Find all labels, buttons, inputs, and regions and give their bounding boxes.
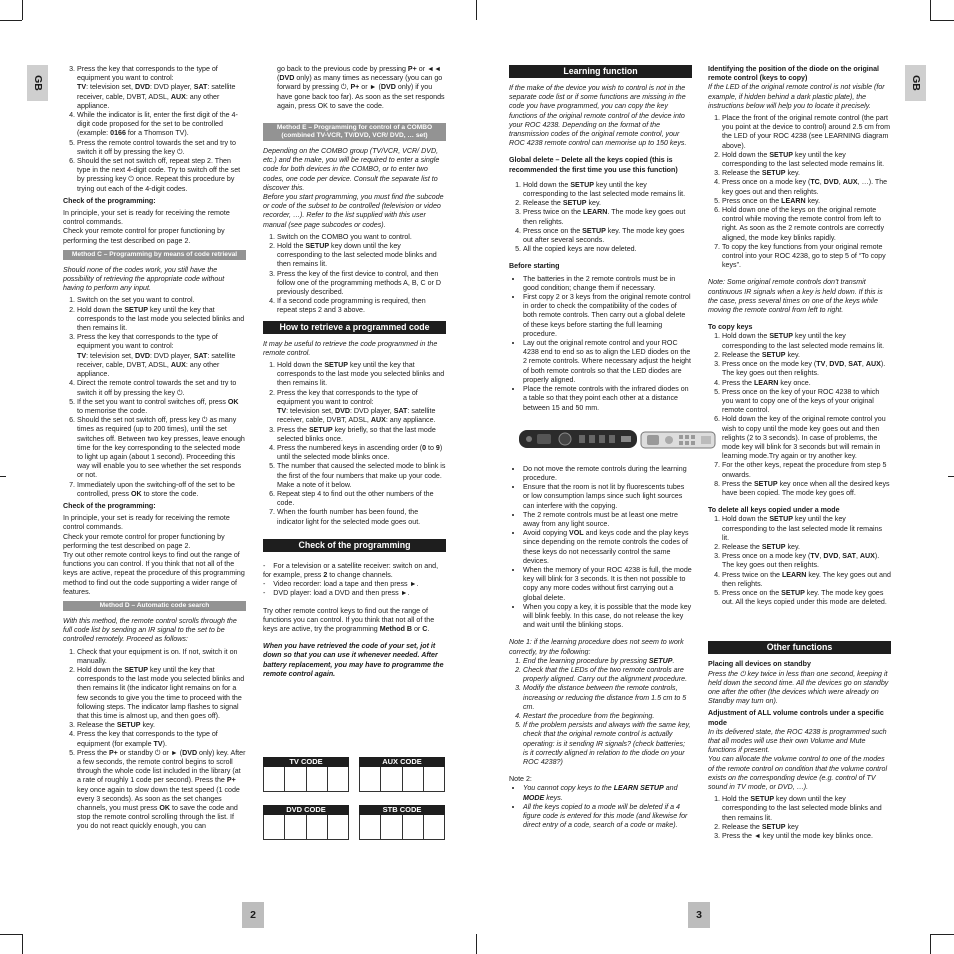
note-heading: Note 1: if the learning procedure does not seem to work correctly, try the following: xyxy=(509,638,684,656)
list-item: 3. Press the ◄ key until the mode key blinks once. xyxy=(722,832,891,841)
tv-code-box xyxy=(263,757,349,792)
note-heading: Note 2: xyxy=(509,775,532,784)
language-tab-left xyxy=(27,65,48,101)
list-item: 4. Direct the remote control towards the set and try to switch it off by pressing the key ⏻. xyxy=(77,379,246,397)
column-1 xyxy=(63,65,246,835)
list-item: - For a television or a satellite receiver: switch on and, for example, press 2 to change channels. xyxy=(263,561,439,579)
list-item: 4. Press the LEARN key once. xyxy=(722,379,891,388)
paragraph: In principle, your set is ready for receiving the remote control commands. xyxy=(63,209,230,227)
method-e-steps xyxy=(263,233,446,316)
list-item: 3. Release the SETUP key. xyxy=(77,721,246,730)
crop-mark xyxy=(930,934,931,954)
paragraph: With this method, the remote control scrolls through the full code list by sending an IR signal to the set to be controlled remotely. Proceed as follows: xyxy=(63,616,237,644)
list-item: 5. Press the remote control towards the set and try to switch it off by pressing the key ⏻. xyxy=(77,139,246,157)
section-heading: Before starting xyxy=(509,262,560,271)
list-item: 1. End the learning procedure by pressing SETUP. xyxy=(523,657,692,666)
page-number-left: 2 xyxy=(242,902,264,928)
list-item: 4. Press the key that corresponds to the type of equipment (for example TV). xyxy=(77,730,246,748)
identify-steps xyxy=(708,114,891,270)
section-heading: Placing all devices on standby xyxy=(708,660,811,669)
list-item: 5. If the set you want to control switches off, press OK to memorise the code. xyxy=(77,398,246,416)
note2-list xyxy=(509,784,692,830)
method-d-steps xyxy=(63,648,246,832)
list-item: - DVD player: load a DVD and then press ►. xyxy=(263,589,410,598)
list-item: 8. Press the SETUP key once when all the desired keys have been copied. The mode key goes off. xyxy=(722,480,891,498)
list-item: 6. Should the set not switch off, repeat step 2. Then type in the next 4-digit code. Try to switch off the set by pressing key ⏻ once. Repeat this procedure by trying out each of the 4-digit codes. xyxy=(77,157,246,194)
list-item: 1. Hold the SETUP key down until the key corresponding to the last selected mode blinks and then remains lit. xyxy=(722,795,891,823)
check-list xyxy=(263,562,446,599)
list-item: 3. Press once on the mode key (TV, DVD, SAT, AUX). The key goes out then relights. xyxy=(722,360,891,378)
list-item: • When you copy a key, it is possible that the mode key will blink feebly. In this case, do not release the key and wait until the blinking stops. xyxy=(523,603,692,631)
list-item: 3. Press the SETUP key briefly, so that the last mode selected blinks once. xyxy=(277,426,446,444)
list-item: 2. Check that the LEDs of the two remote controls are properly aligned. Carry out the alignment procedure. xyxy=(523,666,692,684)
crop-mark xyxy=(0,476,6,477)
global-delete-steps xyxy=(509,181,692,255)
list-item: 2. Hold down the SETUP key until the key corresponding to the last selected mode remains lit. xyxy=(722,151,891,169)
paragraph: Should none of the codes work, you still have the possibility of retrieving the appropriate code without having to perform any input. xyxy=(63,265,225,293)
list-item: 1. Hold down the SETUP key until the key corresponding to the last selected mode remains lit. xyxy=(722,332,891,350)
note1-steps xyxy=(509,657,692,767)
list-item: 3. Press once on a mode key (TV, DVD, SAT, AUX). The key goes out then relights. xyxy=(722,552,891,570)
list-item: 7. Immediately upon the switching-off of the set to be controlled, press OK to store the code. xyxy=(77,481,246,499)
crop-mark xyxy=(930,0,931,20)
section-heading: Identifying the position of the diode on the original remote control (keys to copy) xyxy=(708,65,880,83)
aux-code-box xyxy=(359,757,445,792)
list-item: 2. Release the SETUP key. xyxy=(722,543,891,552)
list-item: 2. Hold down the SETUP key until the key that corresponds to the last mode you selected blinks and then remains lit (the indicator light remains on for a few seconds to give you the time to proceed with the following steps. The indicator lamp flashes to signal that this time is almost up, and then goes off). xyxy=(77,666,246,721)
section-heading: Global delete – Delete all the keys copied (this is recommended the first time you use this function) xyxy=(509,156,678,174)
list-item: 2. Release the SETUP key xyxy=(722,823,891,832)
list-item: 6. Hold down the key of the original remote control you wish to copy until the mode key goes out and then relights (2 to 3 seconds). In case of problems, the mode key will blink for 3 seconds but will remain in learning mode.Try again or try another key. xyxy=(722,415,891,461)
copy-steps xyxy=(708,332,891,498)
list-item: 2. Release the SETUP key. xyxy=(722,351,891,360)
list-item: 5. Press once on the LEARN key. xyxy=(722,197,891,206)
code-cells xyxy=(263,815,349,840)
list-item: 1. Hold down the SETUP key until the key corresponding to the last selected mode lit remains lit. xyxy=(722,515,891,543)
list-item: • All the keys copied to a mode will be deleted if a 4 figure code is entered for this mode (and likewise for direct entry of a code, search of a code or make). xyxy=(523,803,692,831)
retrieve-code-heading: How to retrieve a programmed code xyxy=(263,321,446,334)
list-item: 5. Press once on the SETUP key. The mode key goes out. All the keys copied under this mode are deleted. xyxy=(722,589,891,607)
method-d-heading: Method D – Automatic code search xyxy=(63,601,246,611)
roc4238-remote xyxy=(519,430,637,448)
list-item: • When the memory of your ROC 4238 is full, the mode key will blink for 3 seconds. It is then not possible to copy any more codes without first carrying out a global delete. xyxy=(523,566,692,603)
paragraph: Depending on the COMBO group (TV/VCR, VCR/ DVD, etc.) and the make, you will be required to enter a single code for both devices in the COMBO, or to enter two codes, one code per device. Consult the separate list to discover this. xyxy=(263,147,440,192)
list-item: 2. Hold the SETUP key down until the key corresponding to the last selected mode blinks and then remains lit. xyxy=(277,242,446,270)
paragraph: In its delivered state, the ROC 4238 is programmed such that all modes will use their own Volume and Mute functions if present. xyxy=(708,727,887,755)
list-item: 3. Release the SETUP key. xyxy=(722,169,891,178)
method-c-heading: Method C – Programming by means of code retrieval xyxy=(63,250,246,260)
list-item: 1. Hold down the SETUP key until the key that corresponds to the last mode you selected blinks and then remains lit. xyxy=(277,361,446,389)
dvd-code-box xyxy=(263,805,349,840)
list-item: 7. When the fourth number has been found, the indicator light for the selected mode goes out. xyxy=(277,508,446,526)
before-list xyxy=(509,275,692,413)
list-item: • Do not move the remote controls during the learning procedure. xyxy=(523,465,692,483)
list-item: 2. Release the SETUP key. xyxy=(523,199,692,208)
list-item: 7. To copy the key functions from your original remote control into your ROC 4238, go to step 5 of “To copy keys”. xyxy=(722,243,891,271)
list-item: 4. If a second code programming is required, then repeat steps 2 and 3 above. xyxy=(277,297,446,315)
crop-mark xyxy=(476,934,477,954)
paragraph: It may be useful to retrieve the code programmed in the remote control. xyxy=(263,339,438,357)
language-label: GB xyxy=(31,75,44,91)
code-cells xyxy=(263,767,349,792)
list-item: 4. Press once on a mode key (TC, DVD, AUX, …). The key goes out and then relights. xyxy=(722,178,891,196)
crop-mark xyxy=(22,0,23,20)
list-item: 5. Press once on the key of your ROC 4238 to which you want to copy one of the keys of your original remote control. xyxy=(722,388,891,416)
list-item: 2. Hold down the SETUP key until the key that corresponds to the last mode you selected blinks and then remains lit. xyxy=(77,306,246,334)
paragraph: If the make of the device you wish to control is not in the separate code list or if some functions are missing in the code you have programmed, you can copy the key functions of the original remote control of the device into your ROC 4238. Depending on the format of the transmission codes of the original remote control, your ROC 4238 remote control can memorise up to 150 keys. xyxy=(509,84,687,148)
paragraph: go back to the previous code by pressing P+ or ◄◄ (DVD only) as many times as necessary (you can go forward by pressing ⏻, P+ or ► (DVD only) if you have gone back too far). As soon as the set responds again, press OK to save the code. xyxy=(277,65,445,110)
list-item: 1. Switch on the COMBO you want to control. xyxy=(277,233,446,242)
list-item: • Lay out the original remote control and your ROC 4238 end to end so as to align the LED diodes on the 2 remote controls. Where necessary adjust the height of both remote controls so that the LED diodes are properly aligned. xyxy=(523,339,692,385)
method-b-steps xyxy=(63,65,246,194)
paragraph: Before you start programming, you must find the subcode or code of the subset to be controlled (television or video recorder, …). Refer to the list supplied with this user manual (see page subcodes or codes). xyxy=(263,193,444,229)
paragraph: If the LED of the original remote control is not visible (for example, if hidden behind a dark plastic plate), the instructions below will help you to locate it precisely. xyxy=(708,83,885,110)
list-item: 6. Should the set not switch off, press key ⏻ as many times as required (up to 200 times), until the set switches off. Between two key presses, leave enough time for the key corresponding to the selected mode to light up again (about 1 second). Proceeding this way will enable you to see whether the set responds or not. xyxy=(77,416,246,480)
before-list-2 xyxy=(509,465,692,631)
crop-mark xyxy=(948,476,954,477)
learning-function-heading: Learning function xyxy=(509,65,692,78)
section-heading: To copy keys xyxy=(708,323,753,332)
paragraph: Note: Some original remote controls don’t transmit continuous IR signals when a key is held down. If this is the case, press several times on one of the keys while moving the remote control from left to right. xyxy=(708,278,883,315)
list-item: 5. Press the P+ or standby ⏻ or ► (DVD only) key. After a few seconds, the remote control begins to scroll through the whole code list included in the library (at a rate of roughly 1 code per second). Press the P+ key once again to slow down the test speed (1 code every 3 seconds). As soon as the set changes channels, you must press OK to save the code and stop the remote control scrolling through the list. If you do not react quickly enough, you can xyxy=(77,749,246,832)
list-item: 7. For the other keys, repeat the procedure from step 5 onwards. xyxy=(722,461,891,479)
paragraph: You can allocate the volume control to one of the modes of the remote control on condition that the volume control exists on the corresponding device (e.g. control of TV sound in TV mode, or DVD, …). xyxy=(708,755,888,792)
paragraph: Press the ⏻ key twice in less than one second, keeping it held down the second time. All the devices go on standby one after the other (the devices which were already on Standby may turn on). xyxy=(708,669,889,706)
list-item: • Avoid copying VOL and keys code and the play keys since depending on the remote controls the codes of these keys do not necessarily control the same devices. xyxy=(523,529,692,566)
list-item: 4. Press once on the SETUP key. The mode key goes out after several seconds. xyxy=(523,227,692,245)
list-item: 5. The number that caused the selected mode to blink is the first of the four numbers that make up your code. Make a note of it below. xyxy=(277,462,446,490)
volume-steps xyxy=(708,795,891,841)
column-4 xyxy=(708,65,891,844)
paragraph: When you have retrieved the code of your set, jot it down so that you can use it whenever needed. After battery replacement, you may have to programme the remote control again. xyxy=(263,642,444,678)
list-item: 1. Place the front of the original remote control (the part you point at the device to control) around 2.5 cm from the LED of your ROC 4238 (see LEARNING diagram above). xyxy=(722,114,891,151)
crop-mark xyxy=(930,934,954,935)
list-item: 3. Press the key of the first device to control, and then follow one of the programming methods A, B, C or D previously described. xyxy=(277,270,446,298)
crop-mark xyxy=(930,20,954,21)
retrieve-steps xyxy=(263,361,446,527)
list-item: - Video recorder: load a tape and then press ►. xyxy=(263,580,419,589)
section-heading: Check of the programming: xyxy=(63,196,156,205)
code-cells xyxy=(359,815,445,840)
crop-mark xyxy=(0,20,22,21)
paragraph: Try out other remote control keys to find out the range of functions you can control. If you think that not all of the keys are active, repeat the procedure of this programming method to find out the code supporting a wider range of features. xyxy=(63,550,245,596)
language-tab-right xyxy=(905,65,926,101)
paragraph: Try other remote control keys to find out the range of functions you can control. If you think that not all of the keys are active, try the programming Method B or C. xyxy=(263,606,435,633)
remote-alignment-illustration xyxy=(517,419,719,457)
list-item: • The batteries in the 2 remote controls must be in good condition; change them if necessary. xyxy=(523,275,692,293)
column-3 xyxy=(509,65,692,833)
list-item: 3. Press the key that corresponds to the type of equipment you want to control: TV: television set, DVD: DVD player, SAT: satellite receiver, cable, DVBT, ADSL, AUX: any other appliance. xyxy=(77,65,246,111)
list-item: • Ensure that the room is not lit by fluorescents tubes or low consumption lamps since such light sources can interfere with the copying. xyxy=(523,483,692,511)
crop-mark xyxy=(0,934,22,935)
section-heading: Check of the programming: xyxy=(63,501,156,510)
column-2 xyxy=(263,65,446,682)
stb-code-label: STB CODE xyxy=(359,805,445,815)
list-item: 1. Switch on the set you want to control. xyxy=(77,296,246,305)
list-item: 3. Press the key that corresponds to the type of equipment you want to control: TV: television set, DVD: DVD player, SAT: satellite receiver, cable, DVBT, ADSL, AUX: any other appliance. xyxy=(77,333,246,379)
method-e-heading: Method E – Programming for control of a COMBO (combined TV-VCR, TV/DVD, VCR/ DVD, … set) xyxy=(263,123,446,141)
list-item: 4. Press twice on the LEARN key. The key goes out and then relights. xyxy=(722,571,891,589)
other-functions-heading: Other functions xyxy=(708,641,891,654)
list-item: 3. Press twice on the LEARN. The mode key goes out then relights. xyxy=(523,208,692,226)
list-item: • First copy 2 or 3 keys from the original remote control in order to check the compatibility of the codes of both remote controls. Then carry out a global delete of these keys before starting the full learning procedure. xyxy=(523,293,692,339)
list-item: 3. Modify the distance between the remote controls, increasing or reducing the distance from 1.5 cm to 5 cm. xyxy=(523,684,692,712)
list-item: 4. Restart the procedure from the beginning. xyxy=(523,712,692,721)
delete-mode-steps xyxy=(708,515,891,607)
crop-mark xyxy=(476,0,477,20)
paragraph: In principle, your set is ready for receiving the remote control commands. xyxy=(63,514,230,532)
dvd-code-label: DVD CODE xyxy=(263,805,349,815)
language-label: GB xyxy=(909,75,922,91)
list-item: • You cannot copy keys to the LEARN SETUP and MODE keys. xyxy=(523,784,692,802)
list-item: 4. While the indicator is lit, enter the first digit of the 4-digit code proposed for the set to be controlled (example: 0166 for a Thomson TV). xyxy=(77,111,246,139)
tv-code-label: TV CODE xyxy=(263,757,349,767)
list-item: 6. Repeat step 4 to find out the other numbers of the code. xyxy=(277,490,446,508)
list-item: 1. Check that your equipment is on. If not, switch it on manually. xyxy=(77,648,246,666)
list-item: • The 2 remote controls must be at least one metre away from any light source. xyxy=(523,511,692,529)
list-item: • Place the remote controls with the infrared diodes on a table so that they point each other at a distance between 15 and 50 mm. xyxy=(523,385,692,413)
section-heading: To delete all keys copied under a mode xyxy=(708,506,840,515)
check-programming-heading: Check of the programming xyxy=(263,539,446,552)
list-item: 5. All the copied keys are now deleted. xyxy=(523,245,692,254)
list-item: 2. Press the key that corresponds to the type of equipment you want to control: TV: television set, DVD: DVD player, SAT: satellite receiver, cable, DVBT, ADSL, AUX: any appliance. xyxy=(277,389,446,426)
method-c-steps xyxy=(63,296,246,498)
paragraph: Check your remote control for proper functioning by performing the test described on page 2. xyxy=(63,227,225,245)
list-item: 6. Hold down one of the keys on the original remote control while moving the remote control from left to right. As soon as the 2 remote controls are correctly aligned, the mode key blinks rapidly. xyxy=(722,206,891,243)
stb-code-box xyxy=(359,805,445,840)
section-heading: Adjustment of ALL volume controls under a specific mode xyxy=(708,709,884,727)
crop-mark xyxy=(22,934,23,954)
paragraph: Check your remote control for proper functioning by performing the test described on page 2. xyxy=(63,532,225,550)
code-cells xyxy=(359,767,445,792)
aux-code-label: AUX CODE xyxy=(359,757,445,767)
list-item: 5. If the problem persists and always with the same key, check that the original remote control is actually operating: is it sending IR signals? (check batteries; is it correctly aligned in relation to the diode on your ROC 4238?) xyxy=(523,721,692,767)
list-item: 1. Hold down the SETUP key until the key corresponding to the last selected mode remains lit. xyxy=(523,181,692,199)
page-number-right: 3 xyxy=(688,902,710,928)
list-item: 4. Press the numbered keys in ascending order (0 to 9) until the selected mode blinks once. xyxy=(277,444,446,462)
